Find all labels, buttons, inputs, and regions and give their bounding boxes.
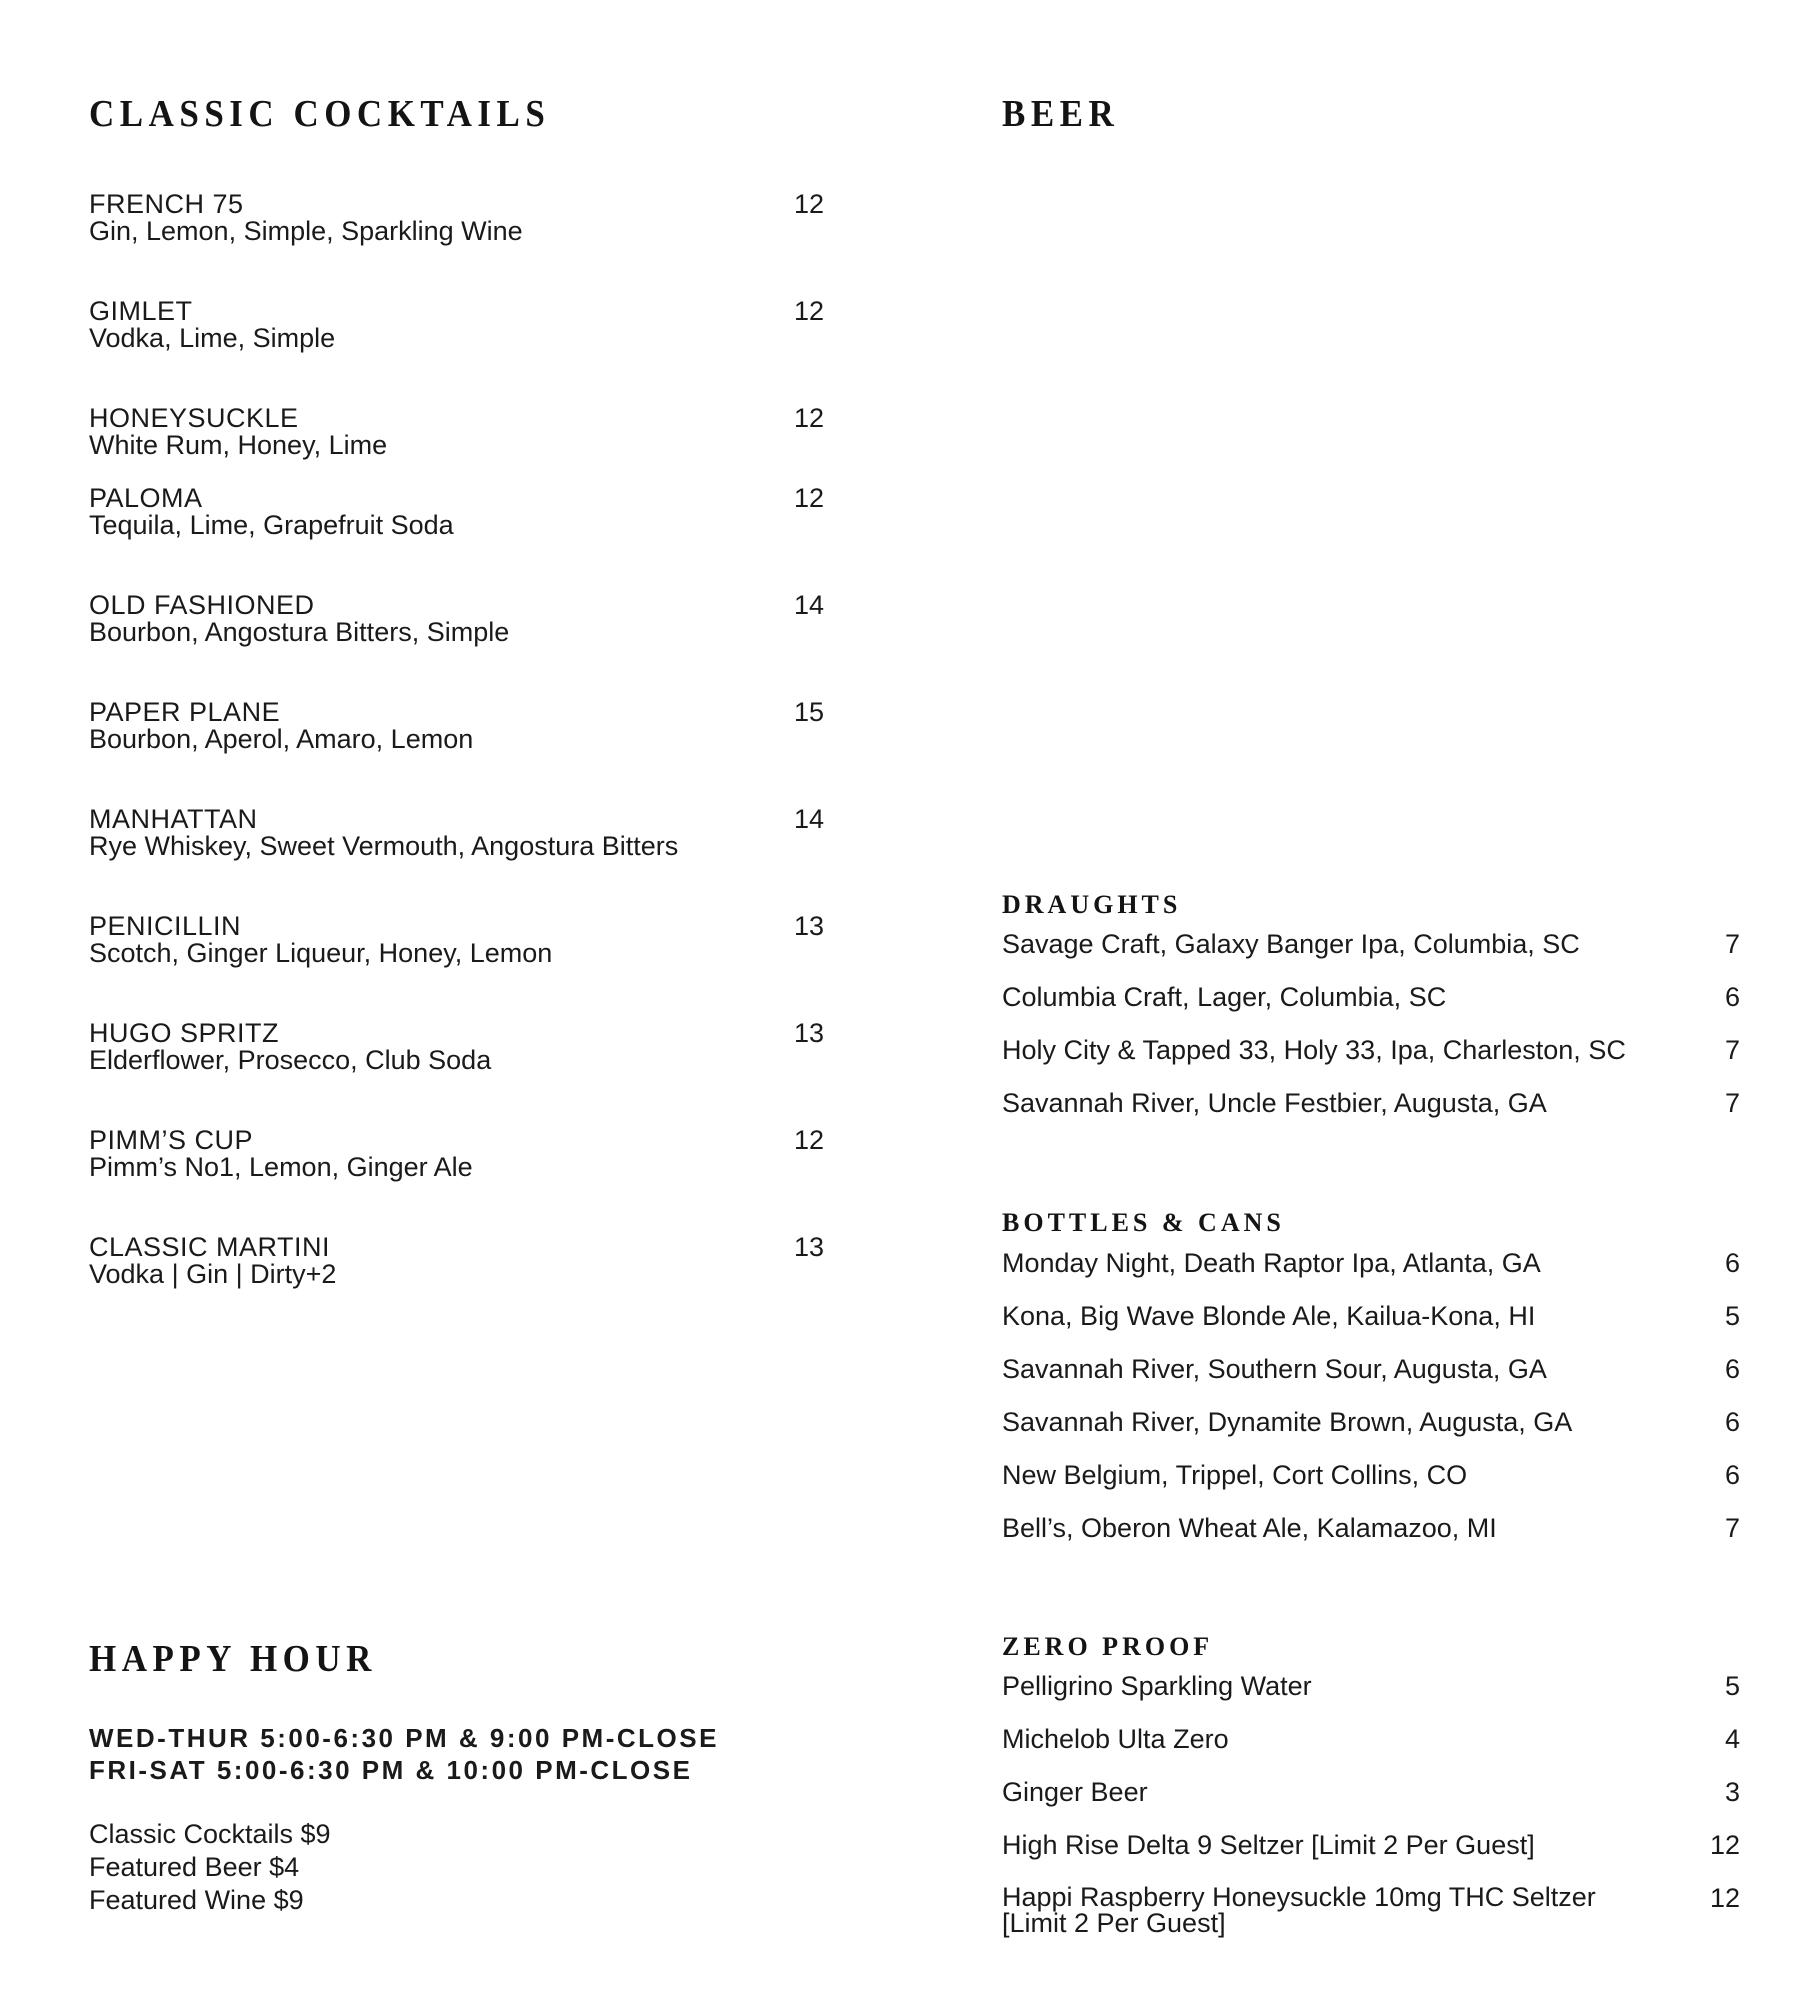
cocktail-item <box>89 1234 824 1288</box>
beer-price: 3 <box>1724 1777 1740 1807</box>
beer-name: Michelob Ulta Zero <box>1002 1724 1229 1754</box>
beer-name: Savannah River, Dynamite Brown, Augusta, GA <box>1002 1407 1573 1437</box>
cocktail-name: HONEYSUCKLE <box>89 403 299 433</box>
beer-name: Savannah River, Uncle Festbier, Augusta, GA <box>1002 1088 1547 1118</box>
cocktail-description: Vodka | Gin | Dirty+2 <box>89 1259 337 1289</box>
cocktail-name: FRENCH 75 <box>89 189 244 219</box>
cocktail-name: HUGO SPRITZ <box>89 1018 280 1048</box>
cocktail-name: PIMM’S CUP <box>89 1125 254 1155</box>
draughts-heading: DRAUGHTS <box>1002 890 1182 919</box>
cocktail-item <box>89 806 824 860</box>
cocktail-item <box>89 1020 824 1074</box>
beer-price: 4 <box>1724 1724 1740 1754</box>
beer-price: 5 <box>1724 1671 1740 1701</box>
beer-name: Savannah River, Southern Sour, Augusta, GA <box>1002 1354 1547 1384</box>
bottles-cans-heading: BOTTLES & CANS <box>1002 1208 1285 1237</box>
bottle-item <box>1002 1408 1740 1436</box>
cocktail-description: Tequila, Lime, Grapefruit Soda <box>89 510 454 540</box>
cocktail-item <box>89 1127 824 1181</box>
cocktail-description: Gin, Lemon, Simple, Sparkling Wine <box>89 216 523 246</box>
draught-item <box>1002 930 1740 958</box>
cocktail-name: GIMLET <box>89 296 193 326</box>
cocktail-item <box>89 592 824 646</box>
zero-proof-item <box>1002 1831 1740 1859</box>
happy-hour-time-line: WED-THUR 5:00-6:30 PM & 9:00 PM-CLOSE <box>89 1723 719 1753</box>
happy-hour-heading: HAPPY HOUR <box>89 1638 377 1680</box>
cocktail-item <box>89 298 824 352</box>
beer-price: 12 <box>1709 1883 1740 1913</box>
bottle-item <box>1002 1249 1740 1277</box>
cocktail-name: PALOMA <box>89 483 203 513</box>
beer-name: High Rise Delta 9 Seltzer [Limit 2 Per Guest] <box>1002 1830 1535 1860</box>
cocktail-description: Elderflower, Prosecco, Club Soda <box>89 1045 492 1075</box>
beer-price: 6 <box>1724 1407 1740 1437</box>
cocktail-description: Vodka, Lime, Simple <box>89 323 336 353</box>
cocktail-name: PENICILLIN <box>89 911 242 941</box>
cocktail-item <box>89 405 824 459</box>
cocktail-description: Scotch, Ginger Liqueur, Honey, Lemon <box>89 938 553 968</box>
cocktail-description: White Rum, Honey, Lime <box>89 430 388 460</box>
zero-proof-item <box>1002 1778 1740 1806</box>
cocktail-name: MANHATTAN <box>89 804 258 834</box>
beer-name: Kona, Big Wave Blonde Ale, Kailua-Kona, HI <box>1002 1301 1536 1331</box>
beer-price: 7 <box>1724 929 1740 959</box>
cocktail-name: CLASSIC MARTINI <box>89 1232 331 1262</box>
beer-name: Columbia Craft, Lager, Columbia, SC <box>1002 982 1447 1012</box>
zero-proof-item <box>1002 1884 1740 1936</box>
bottle-item <box>1002 1461 1740 1489</box>
cocktail-item <box>89 485 824 539</box>
cocktail-name: PAPER PLANE <box>89 697 281 727</box>
happy-hour-deal: Classic Cocktails $9 <box>89 1819 331 1849</box>
bottle-item <box>1002 1514 1740 1542</box>
happy-hour-deal: Featured Wine $9 <box>89 1885 304 1915</box>
cocktail-item <box>89 191 824 245</box>
beer-price: 7 <box>1724 1513 1740 1543</box>
cocktails-heading: CLASSIC COCKTAILS <box>89 93 551 135</box>
cocktail-name: OLD FASHIONED <box>89 590 315 620</box>
cocktail-price: 12 <box>793 1125 824 1155</box>
zero-proof-heading: ZERO PROOF <box>1002 1632 1214 1661</box>
beer-price: 6 <box>1724 1248 1740 1278</box>
draught-item <box>1002 983 1740 1011</box>
cocktail-price: 12 <box>793 483 824 513</box>
beer-name: Bell’s, Oberon Wheat Ale, Kalamazoo, MI <box>1002 1513 1497 1543</box>
cocktail-price: 12 <box>793 403 824 433</box>
draught-item <box>1002 1036 1740 1064</box>
beer-name: Monday Night, Death Raptor Ipa, Atlanta, GA <box>1002 1248 1541 1278</box>
happy-hour-times <box>89 1722 719 1786</box>
cocktail-price: 13 <box>793 1018 824 1048</box>
beer-name: Holy City & Tapped 33, Holy 33, Ipa, Charleston, SC <box>1002 1035 1626 1065</box>
happy-hour-deals <box>89 1818 331 1917</box>
beer-heading: BEER <box>1002 93 1120 135</box>
bottle-item <box>1002 1302 1740 1330</box>
beer-name: Savage Craft, Galaxy Banger Ipa, Columbia, SC <box>1002 929 1580 959</box>
beer-name: Ginger Beer <box>1002 1777 1148 1807</box>
happy-hour-time-line: FRI-SAT 5:00-6:30 PM & 10:00 PM-CLOSE <box>89 1755 693 1785</box>
cocktail-price: 13 <box>793 911 824 941</box>
beer-price: 12 <box>1709 1830 1740 1860</box>
cocktail-description: Pimm’s No1, Lemon, Ginger Ale <box>89 1152 473 1182</box>
cocktail-price: 12 <box>793 296 824 326</box>
beer-name: Pelligrino Sparkling Water <box>1002 1671 1312 1701</box>
cocktail-price: 15 <box>793 697 824 727</box>
draught-item <box>1002 1089 1740 1117</box>
beer-name: Happi Raspberry Honeysuckle 10mg THC Seltzer [Limit 2 Per Guest] <box>1002 1882 1596 1938</box>
cocktail-description: Bourbon, Aperol, Amaro, Lemon <box>89 724 474 754</box>
cocktail-price: 14 <box>793 804 824 834</box>
beer-price: 7 <box>1724 1088 1740 1118</box>
beer-name: New Belgium, Trippel, Cort Collins, CO <box>1002 1460 1468 1490</box>
beer-price: 7 <box>1724 1035 1740 1065</box>
beer-price: 5 <box>1724 1301 1740 1331</box>
cocktail-price: 12 <box>793 189 824 219</box>
beer-price: 6 <box>1724 1460 1740 1490</box>
beer-price: 6 <box>1724 982 1740 1012</box>
cocktail-item <box>89 913 824 967</box>
zero-proof-item <box>1002 1725 1740 1753</box>
zero-proof-item <box>1002 1672 1740 1700</box>
cocktail-price: 14 <box>793 590 824 620</box>
cocktail-description: Bourbon, Angostura Bitters, Simple <box>89 617 510 647</box>
beer-price: 6 <box>1724 1354 1740 1384</box>
cocktail-item <box>89 699 824 753</box>
happy-hour-deal: Featured Beer $4 <box>89 1852 300 1882</box>
bottle-item <box>1002 1355 1740 1383</box>
cocktail-description: Rye Whiskey, Sweet Vermouth, Angostura Bitters <box>89 831 679 861</box>
cocktail-price: 13 <box>793 1232 824 1262</box>
